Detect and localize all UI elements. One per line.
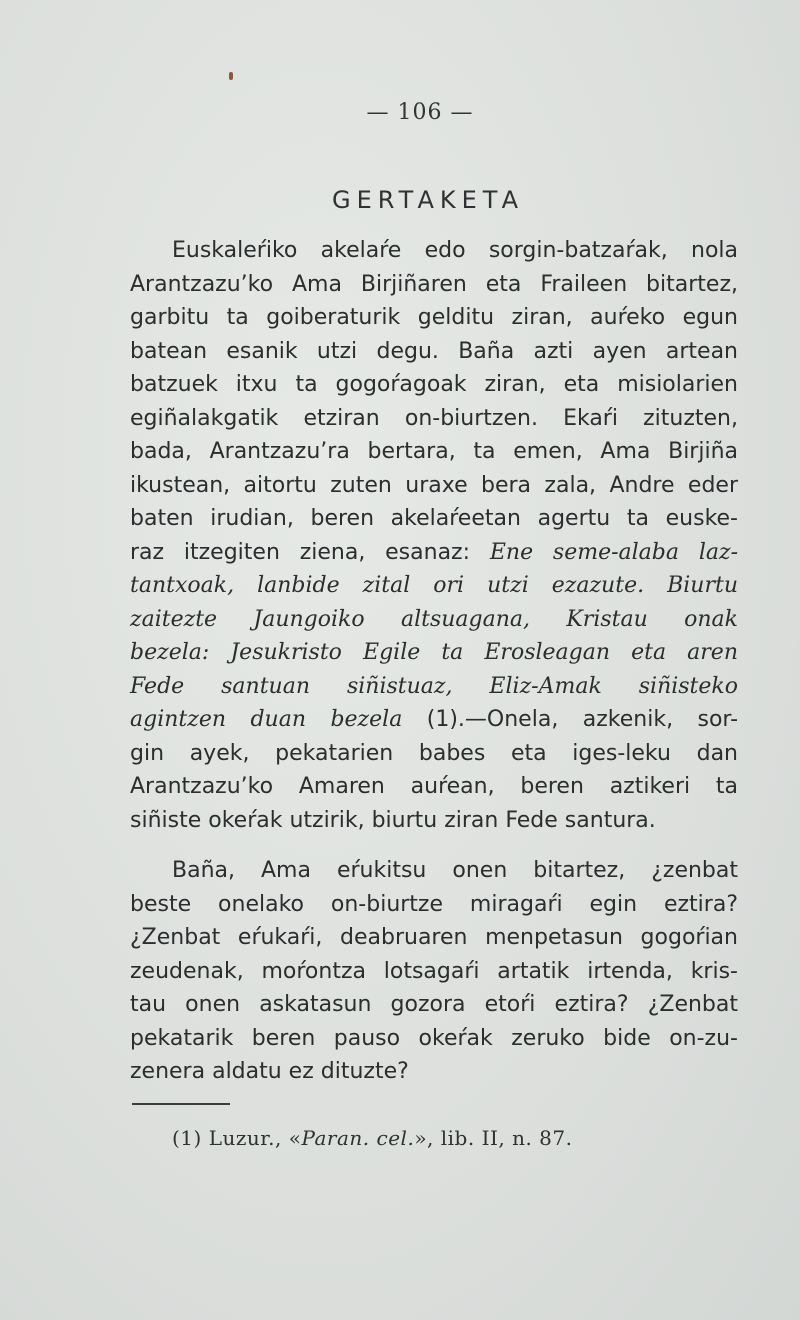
italic-text: bezela: Jesukristo Egile ta Erosleagan eta aren [130, 640, 738, 665]
text-run: egiñalakgatik etziran on-biurtzen. Ekaŕi zituzten, [130, 405, 738, 431]
text-run: ¿Zenbat eŕukaŕi, deabruaren menpetasun gogoŕian [130, 925, 738, 950]
text-run: tau onen askatasun gozora etoŕi eztira? ¿Zenbat [130, 992, 738, 1017]
text-line [130, 955, 738, 989]
text-line [130, 402, 738, 436]
text-run: zenera aldatu ez dituzte? [130, 1059, 409, 1084]
text-line [130, 502, 738, 536]
italic-text: agintzen duan bezela [130, 707, 403, 732]
text-line [130, 335, 738, 369]
footnote [172, 1126, 573, 1150]
text-line [130, 569, 738, 603]
text-run: Baña, Ama eŕukitsu onen bitartez, ¿zenbat [172, 858, 738, 883]
ink-speck [229, 72, 233, 80]
text-run: batean esanik utzi degu. Baña azti ayen artean [130, 338, 738, 364]
text-line [130, 1055, 738, 1089]
page-number: — 106 — [366, 100, 474, 125]
italic-text: Ene seme-alaba laz- [489, 539, 738, 565]
text-line [130, 234, 738, 268]
text-line [130, 670, 738, 704]
text-run: bada, Arantzazu’ra bertara, ta emen, Ama Birjiña [130, 439, 738, 464]
text-run: Euskaleŕiko akelaŕe edo sorgin-batzaŕak, nola [172, 238, 738, 263]
text-line [130, 888, 738, 922]
italic-text: tantxoak, lanbide zital ori utzi ezazute. Biurtu [130, 573, 738, 598]
italic-text: Paran. cel. [301, 1126, 415, 1150]
text-run: Arantzazu’ko Amaren auŕean, beren aztikeri ta [130, 774, 738, 799]
text-line [130, 921, 738, 955]
text-line [130, 301, 738, 335]
text-line [130, 636, 738, 670]
text-line [130, 854, 738, 888]
text-line [130, 368, 738, 402]
text-run: raz itzegiten ziena, esanaz: [130, 539, 490, 565]
text-run: pekatarik beren pauso okeŕak zeruko bide on-zu- [130, 1025, 738, 1051]
italic-text: Fede santuan siñistuaz, Eliz-Amak siñisteko [130, 673, 738, 699]
footnote-rule [132, 1103, 230, 1105]
text-line [130, 1022, 738, 1056]
text-run: gin ayek, pekatarien babes eta iges-leku dan [130, 740, 738, 766]
text-run: baten irudian, beren akelaŕeetan agertu ta euske- [130, 506, 738, 531]
text-run: Arantzazu’ko Ama Birjiñaren eta Fraileen bitartez, [130, 271, 738, 297]
text-line [130, 770, 738, 804]
text-line [130, 268, 738, 302]
paragraph [130, 854, 738, 1089]
text-run: », lib. II, n. 87. [414, 1126, 573, 1150]
text-run: (1).—Onela, azkenik, sor- [402, 707, 739, 732]
text-line [130, 703, 738, 737]
text-run: ikustean, aitortu zuten uraxe bera zala, Andre eder [130, 472, 738, 498]
text-run: siñiste okeŕak utzirik, biurtu ziran Fede santura. [130, 807, 656, 833]
text-line [130, 469, 738, 503]
text-line [130, 536, 738, 570]
text-run: (1) Luzur., « [172, 1126, 302, 1150]
italic-text: zaitezte Jaungoiko altsuagana, Kristau onak [130, 606, 738, 632]
chapter-title: GERTAKETA [331, 186, 525, 214]
text-line [130, 988, 738, 1022]
text-line [130, 603, 738, 637]
body-text [130, 234, 738, 1089]
text-line [130, 804, 738, 838]
text-run: garbitu ta goiberaturik gelditu ziran, auŕeko egun [130, 305, 738, 330]
paragraph [130, 234, 738, 837]
text-run: batzuek itxu ta gogoŕagoak ziran, eta misiolarien [130, 372, 738, 397]
text-run: zeudenak, moŕontza lotsagaŕi artatik irtenda, kris- [130, 958, 738, 984]
text-line [130, 435, 738, 469]
text-run: beste onelako on-biurtze miragaŕi egin eztira? [130, 891, 738, 917]
text-line [130, 737, 738, 771]
